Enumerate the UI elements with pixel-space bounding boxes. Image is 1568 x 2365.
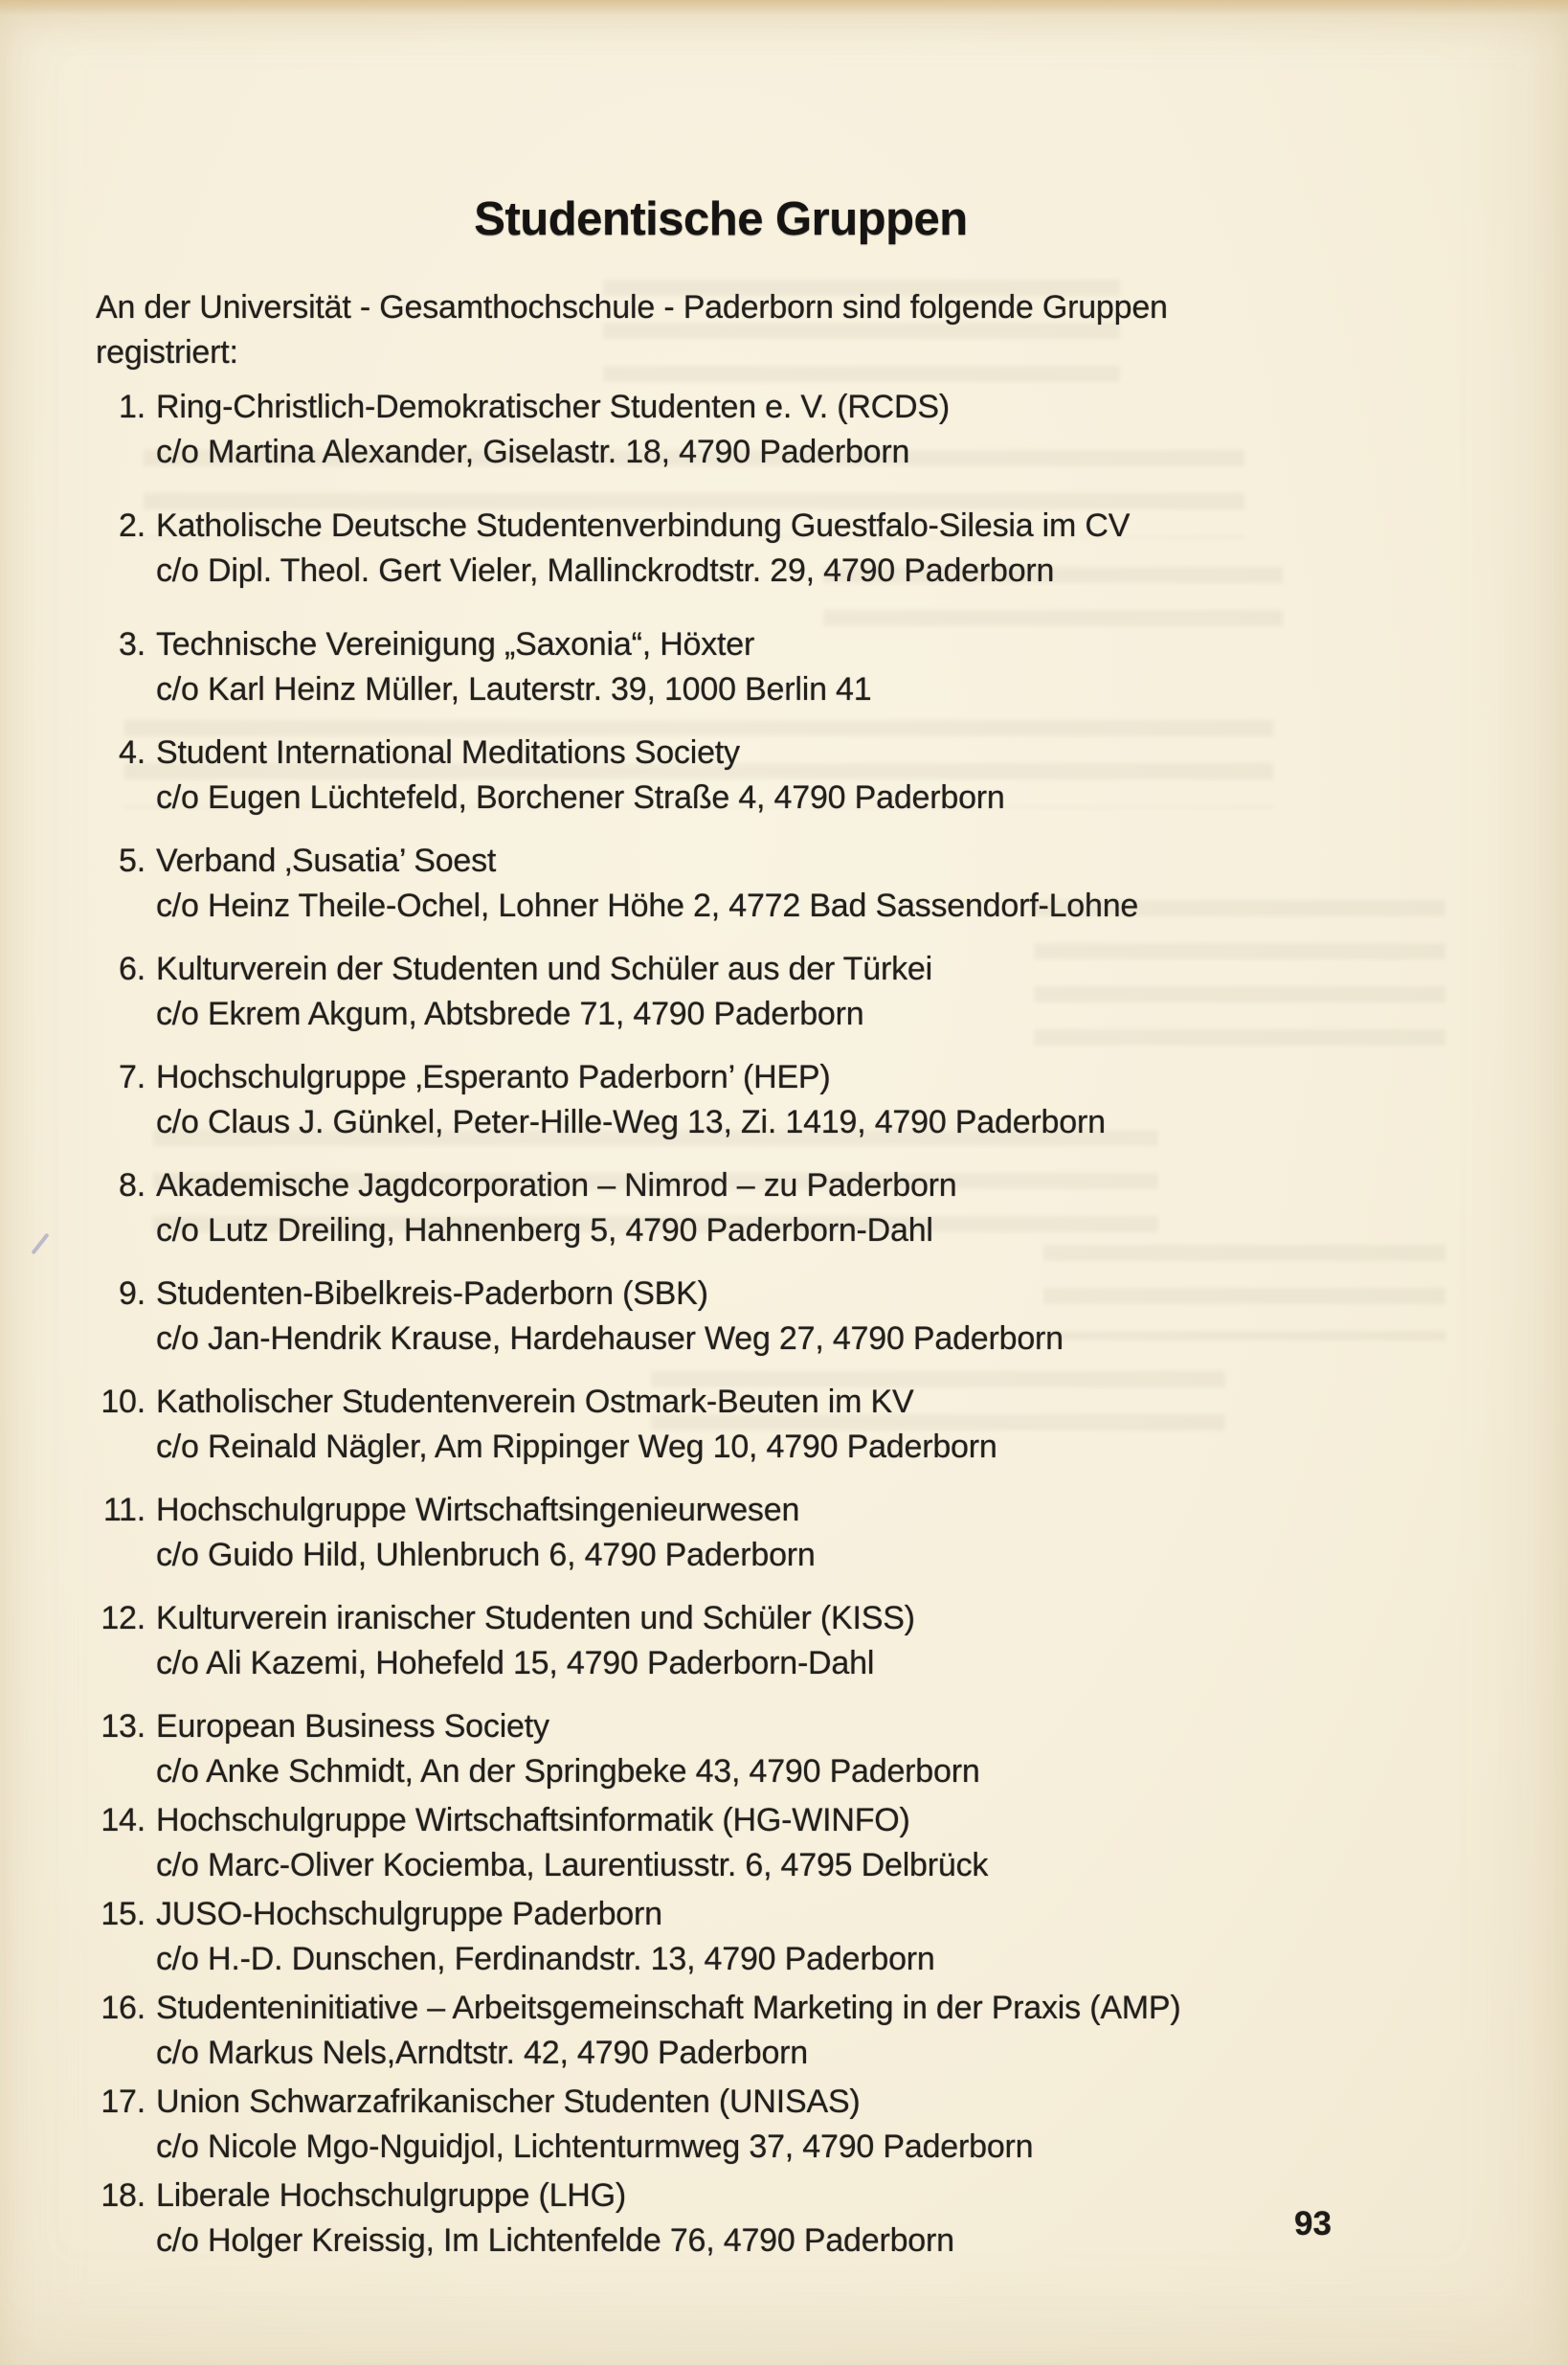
group-contact: c/o Marc-Oliver Kociemba, Laurentiusstr. 6, 4795 Delbrück bbox=[156, 1847, 989, 1883]
group-text bbox=[156, 504, 1130, 594]
group-list bbox=[96, 385, 1568, 2264]
page-number: 93 bbox=[1294, 2205, 1332, 2242]
group-name: Katholische Deutsche Studentenverbindung Guestfalo-Silesia im CV bbox=[156, 507, 1131, 544]
group-item bbox=[96, 2080, 1568, 2170]
group-item bbox=[96, 1596, 1568, 1686]
group-item bbox=[96, 731, 1568, 821]
group-number: 8. bbox=[119, 1167, 146, 1204]
group-item bbox=[96, 1488, 1568, 1578]
group-name: Akademische Jagdcorporation – Nimrod – zu Paderborn bbox=[156, 1167, 957, 1204]
group-item bbox=[96, 622, 1568, 712]
group-name: Kulturverein iranischer Studenten und Schüler (KISS) bbox=[156, 1600, 915, 1636]
group-text bbox=[156, 1798, 988, 1888]
group-item bbox=[96, 1986, 1568, 2076]
group-number: 2. bbox=[119, 507, 146, 544]
group-number: 5. bbox=[119, 843, 146, 879]
group-contact: c/o H.-D. Dunschen, Ferdinandstr. 13, 4790 Paderborn bbox=[156, 1941, 935, 1977]
group-contact: c/o Jan-Hendrik Krause, Hardehauser Weg 27, 4790 Paderborn bbox=[156, 1320, 1064, 1357]
group-item bbox=[96, 947, 1568, 1037]
group-number: 9. bbox=[119, 1275, 146, 1312]
group-name: Studenteninitiative – Arbeitsgemeinschaft Marketing in der Praxis (AMP) bbox=[156, 1990, 1181, 2026]
group-number: 12. bbox=[101, 1600, 146, 1636]
group-number: 1. bbox=[119, 389, 146, 425]
group-name: Liberale Hochschulgruppe (LHG) bbox=[156, 2177, 627, 2214]
group-name: Studenten-Bibelkreis-Paderborn (SBK) bbox=[156, 1275, 708, 1312]
intro-line-1: An der Universität - Gesamthochschule - Paderborn sind folgende Gruppen bbox=[96, 289, 1168, 326]
group-name: Hochschulgruppe Wirtschaftsingenieurwesen bbox=[156, 1492, 800, 1528]
group-contact: c/o Nicole Mgo-Nguidjol, Lichtenturmweg 37, 4790 Paderborn bbox=[156, 2128, 1034, 2165]
group-name: Hochschulgruppe Wirtschaftsinformatik (HG-WINFO) bbox=[156, 1802, 910, 1838]
group-contact: c/o Karl Heinz Müller, Lauterstr. 39, 1000 Berlin 41 bbox=[156, 671, 872, 708]
group-contact: c/o Ali Kazemi, Hohefeld 15, 4790 Paderborn-Dahl bbox=[156, 1645, 875, 1681]
group-text bbox=[156, 1163, 956, 1253]
group-text bbox=[156, 2080, 1033, 2170]
group-number: 3. bbox=[119, 626, 146, 663]
group-item bbox=[96, 1380, 1568, 1470]
group-text bbox=[156, 1704, 980, 1794]
group-contact: c/o Claus J. Günkel, Peter-Hille-Weg 13, Zi. 1419, 4790 Paderborn bbox=[156, 1104, 1106, 1140]
group-contact: c/o Anke Schmidt, An der Springbeke 43, 4790 Paderborn bbox=[156, 1753, 980, 1790]
group-item bbox=[96, 504, 1568, 594]
group-item bbox=[96, 1055, 1568, 1145]
group-name: Technische Vereinigung „Saxonia“, Höxter bbox=[156, 626, 755, 663]
group-text bbox=[156, 1380, 997, 1470]
group-contact: c/o Ekrem Akgum, Abtsbrede 71, 4790 Paderborn bbox=[156, 996, 864, 1032]
group-contact: c/o Holger Kreissig, Im Lichtenfelde 76, 4790 Paderborn bbox=[156, 2222, 954, 2259]
group-text bbox=[156, 1596, 915, 1686]
group-number: 14. bbox=[101, 1802, 146, 1838]
group-number: 13. bbox=[101, 1708, 146, 1745]
group-text bbox=[156, 839, 1138, 929]
group-item bbox=[96, 839, 1568, 929]
group-number: 4. bbox=[119, 734, 146, 771]
group-text bbox=[156, 2174, 954, 2264]
group-text bbox=[156, 1488, 816, 1578]
intro-text bbox=[96, 285, 1568, 375]
group-name: Union Schwarzafrikanischer Studenten (UNISAS) bbox=[156, 2083, 861, 2120]
group-contact: c/o Reinald Nägler, Am Rippinger Weg 10, 4790 Paderborn bbox=[156, 1429, 997, 1465]
group-contact: c/o Lutz Dreiling, Hahnenberg 5, 4790 Paderborn-Dahl bbox=[156, 1212, 933, 1249]
group-number: 7. bbox=[119, 1059, 146, 1095]
group-name: European Business Society bbox=[156, 1708, 549, 1745]
group-name: Katholischer Studentenverein Ostmark-Beuten im KV bbox=[156, 1384, 914, 1420]
group-item bbox=[96, 385, 1568, 475]
group-number: 6. bbox=[119, 951, 146, 987]
group-text bbox=[156, 622, 871, 712]
group-item bbox=[96, 1892, 1568, 1982]
group-name: Verband ‚Susatia’ Soest bbox=[156, 843, 497, 879]
group-number: 16. bbox=[101, 1990, 146, 2026]
group-text bbox=[156, 1986, 1181, 2076]
group-item bbox=[96, 1704, 1568, 1794]
page-title: Studentische Gruppen bbox=[474, 193, 968, 245]
group-contact: c/o Markus Nels,Arndtstr. 42, 4790 Paderborn bbox=[156, 2035, 808, 2071]
group-name: JUSO-Hochschulgruppe Paderborn bbox=[156, 1896, 662, 1932]
group-contact: c/o Eugen Lüchtefeld, Borchener Straße 4, 4790 Paderborn bbox=[156, 779, 1005, 816]
group-item bbox=[96, 1163, 1568, 1253]
group-number: 15. bbox=[101, 1896, 146, 1932]
group-name: Ring-Christlich-Demokratischer Studenten e. V. (RCDS) bbox=[156, 389, 950, 425]
group-name: Student International Meditations Society bbox=[156, 734, 740, 771]
group-name: Hochschulgruppe ‚Esperanto Paderborn’ (HEP) bbox=[156, 1059, 831, 1095]
group-number: 17. bbox=[101, 2083, 146, 2120]
group-text bbox=[156, 1055, 1106, 1145]
group-contact: c/o Heinz Theile-Ochel, Lohner Höhe 2, 4772 Bad Sassendorf-Lohne bbox=[156, 888, 1139, 924]
group-item bbox=[96, 2174, 1568, 2264]
group-text bbox=[156, 947, 932, 1037]
group-text bbox=[156, 1272, 1064, 1362]
group-text bbox=[156, 385, 950, 475]
group-item bbox=[96, 1272, 1568, 1362]
intro-line-2: registriert: bbox=[96, 334, 238, 371]
group-number: 11. bbox=[102, 1492, 146, 1528]
group-text bbox=[156, 1892, 935, 1982]
group-text bbox=[156, 731, 1005, 821]
group-name: Kulturverein der Studenten und Schüler aus der Türkei bbox=[156, 951, 932, 987]
group-contact: c/o Guido Hild, Uhlenbruch 6, 4790 Paderborn bbox=[156, 1537, 816, 1573]
group-number: 10. bbox=[101, 1384, 146, 1420]
group-contact: c/o Martina Alexander, Giselastr. 18, 4790 Paderborn bbox=[156, 434, 910, 470]
group-number: 18. bbox=[101, 2177, 146, 2214]
group-contact: c/o Dipl. Theol. Gert Vieler, Mallinckrodtstr. 29, 4790 Paderborn bbox=[156, 552, 1055, 589]
group-item bbox=[96, 1798, 1568, 1888]
